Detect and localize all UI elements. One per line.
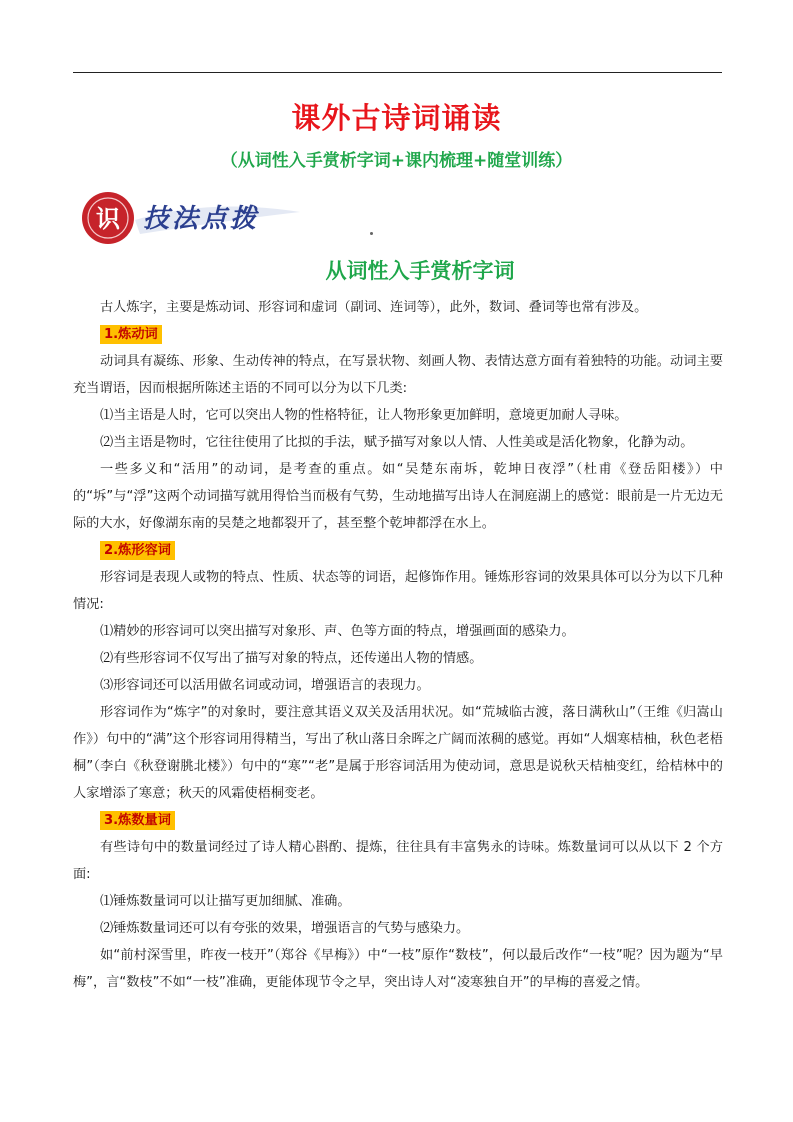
seal-char: 识 [96, 204, 120, 233]
paragraph: ⑴当主语是人时，它可以突出人物的性格特征，让人物形象更加鲜明，意境更加耐人寻味。 [100, 408, 628, 423]
heading-numerals-label: 3.炼数量词 [100, 811, 175, 830]
paragraph: ⑵有些形容词不仅写出了描写对象的特点，还传递出人物的情感。 [100, 651, 483, 666]
paragraph: 形容词作为“炼字”的对象时，要注意其语义双关及活用状况。如“荒城临古渡，落日满秋山”（王维《归嵩山作》）句中的“满”这个形容词用得精当，写出了秋山落日余晖之广阔而浓稠的感觉。再如“人烟寒桔柚，秋色老梧桐”（李白《秋登谢朓北楼》）句中的“寒”“老”是属于形容词活用为使动词，意思是说秋天桔柚变红，给桔林中的人家增添了寒意；秋天的风霜使梧桐变老。 [73, 705, 723, 801]
article-body [73, 294, 723, 996]
banner-label: 技法点拨 [143, 204, 260, 234]
paragraph: 有些诗句中的数量词经过了诗人精心斟酌、提炼，往往具有丰富隽永的诗味。炼数量词可以从以下 2 个方面: [73, 840, 723, 882]
paragraph: 一些多义和“活用”的动词，是考查的重点。如“吴楚东南坼，乾坤日夜浮”（杜甫《登岳阳楼》）中的“坼”与“浮”这两个动词描写就用得恰当而极有气势，生动地描写出诗人在洞庭湖上的感觉：眼前是一片无边无际的大水，好像湖东南的吴楚之地都裂开了，甚至整个乾坤都浮在水上。 [73, 462, 723, 531]
paragraph: 形容词是表现人或物的特点、性质、状态等的词语，起修饰作用。锤炼形容词的效果具体可以分为以下几种情况: [73, 570, 723, 612]
paragraph: ⑵当主语是物时，它往往使用了比拟的手法，赋予描写对象以人情、人性美或是活化物象，化静为动。 [100, 435, 694, 450]
heading-adjectives [73, 537, 723, 564]
paragraph: 如“前村深雪里，昨夜一枝开”（郑谷《早梅》）中“一枝”原作“数枝”，何以最后改作“一枝”呢？因为题为“早梅”，言“数枝”不如“一枝”准确，更能体现节令之早，突出诗人对“凌寒独自开”的早梅的喜爱之情。 [73, 948, 723, 990]
banner-dot [370, 232, 373, 235]
paragraph: ⑵锤炼数量词还可以有夸张的效果，增强语言的气势与感染力。 [100, 921, 470, 936]
header-rule [73, 72, 722, 73]
page-title: 课外古诗词诵读 [291, 101, 502, 135]
page-subtitle: （从词性入手赏析字词+课内梳理+随堂训练） [220, 151, 573, 171]
heading-adjectives-label: 2.炼形容词 [100, 541, 175, 560]
heading-numerals [73, 807, 723, 834]
paragraph: 动词具有凝练、形象、生动传神的特点，在写景状物、刻画人物、表情达意方面有着独特的功能。动词主要充当谓语，因而根据所陈述主语的不同可以分为以下几类: [73, 354, 723, 396]
paragraph: ⑴精妙的形容词可以突出描写对象形、声、色等方面的特点，增强画面的感染力。 [100, 624, 575, 639]
section-title: 从词性入手赏析字词 [325, 259, 515, 283]
paragraph: ⑴锤炼数量词可以让描写更加细腻、准确。 [100, 894, 351, 909]
heading-verbs [73, 321, 723, 348]
technique-banner [80, 190, 310, 246]
heading-verbs-label: 1.炼动词 [100, 325, 162, 344]
intro-paragraph: 古人炼字，主要是炼动词、形容词和虚词（副词、连词等），此外，数词、叠词等也常有涉及。 [100, 300, 648, 315]
paragraph: ⑶形容词还可以活用做名词或动词，增强语言的表现力。 [100, 678, 430, 693]
